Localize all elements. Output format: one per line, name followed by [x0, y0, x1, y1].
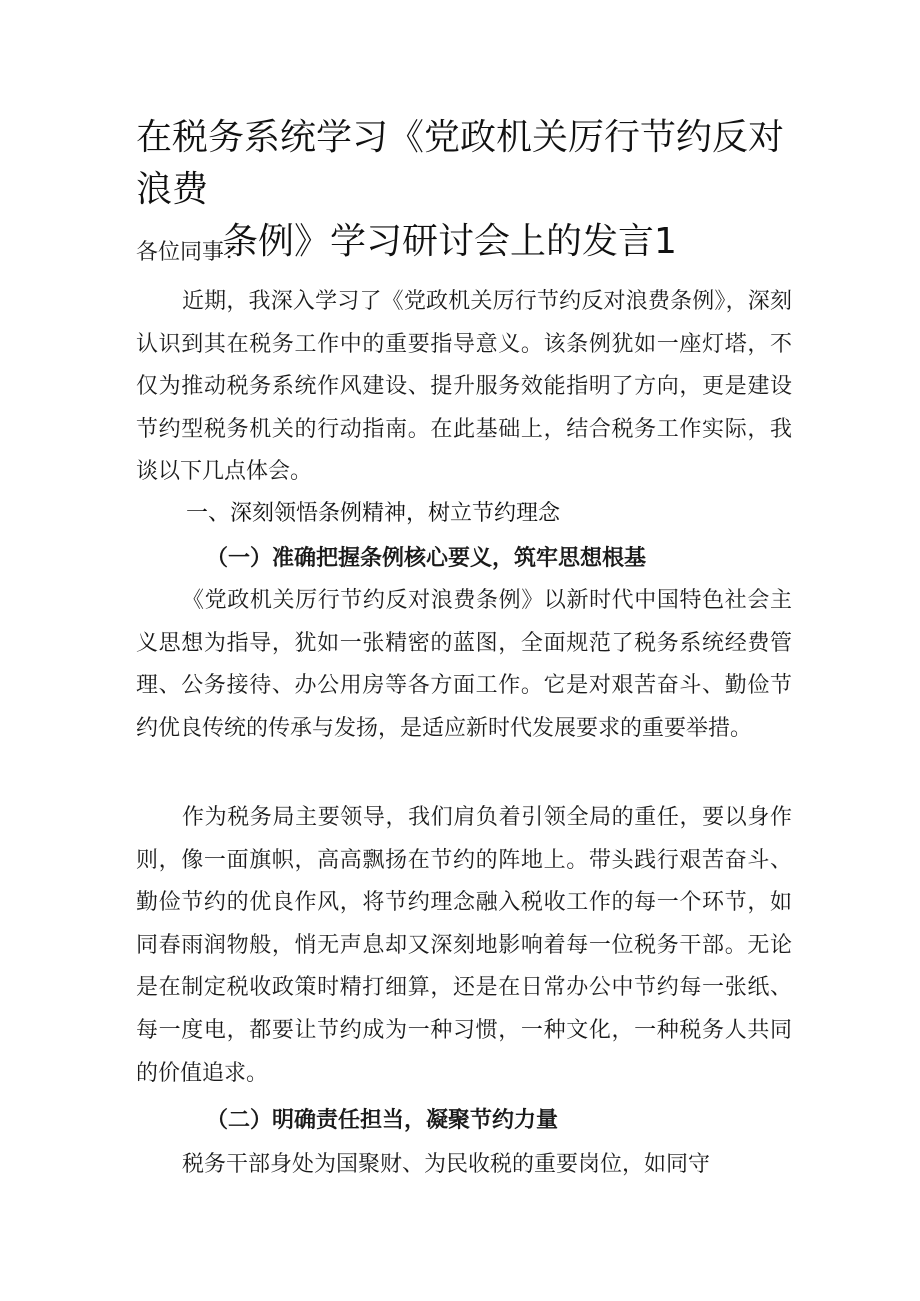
subsection-2-heading: （二）明确责任担当，凝聚节约力量 — [206, 1107, 559, 1133]
title-line-1: 在税务系统学习《党政机关厉行节约反对浪费 — [136, 117, 785, 210]
section-1-heading: 一、深刻领悟条例精神，树立节约理念 — [186, 501, 561, 526]
salutation: 各位同事： — [136, 240, 247, 265]
subsection-1-paragraph-1: 《党政机关厉行节约反对浪费条例》以新时代中国特色社会主义思想为指导，犹如一张精密的蓝图，全面规范了税务系统经费管理、公务接待、办公用房等各方面工作。它是对艰苦奋斗、勤俭节约优良传统的传承与发扬，是适应新时代发展要求的重要举措。 — [136, 588, 792, 741]
subsection-1-paragraph-2: 作为税务局主要领导，我们肩负着引领全局的重任，要以身作则，像一面旗帜，高高飘扬在节约的阵地上。带头践行艰苦奋斗、勤俭节约的优良作风，将节约理念融入税收工作的每一个环节，如同春雨润物般，悄无声息却又深刻地影响着每一位税务干部。无论是在制定税收政策时精打细算，还是在日常办公中节约每一张纸、每一度电，都要让节约成为一种习惯，一种文化，一种税务人共同的价值追求。 — [136, 805, 792, 1086]
subsection-2-paragraph-1: 税务干部身处为国聚财、为民收税的重要岗位，如同守 — [182, 1152, 711, 1177]
subsection-1-heading: （一）准确把握条例核心要义，筑牢思想根基 — [206, 545, 647, 571]
title-line-2: 条例》学习研讨会上的发言1 — [222, 221, 677, 262]
intro-paragraph: 近期，我深入学习了《党政机关厉行节约反对浪费条例》，深刻认识到其在税务工作中的重要指导意义。该条例犹如一座灯塔，不仅为推动税务系统作风建设、提升服务效能指明了方向，更是建设节约型税务机关的行动指南。在此基础上，结合税务工作实际，我谈以下几点体会。 — [136, 289, 792, 485]
